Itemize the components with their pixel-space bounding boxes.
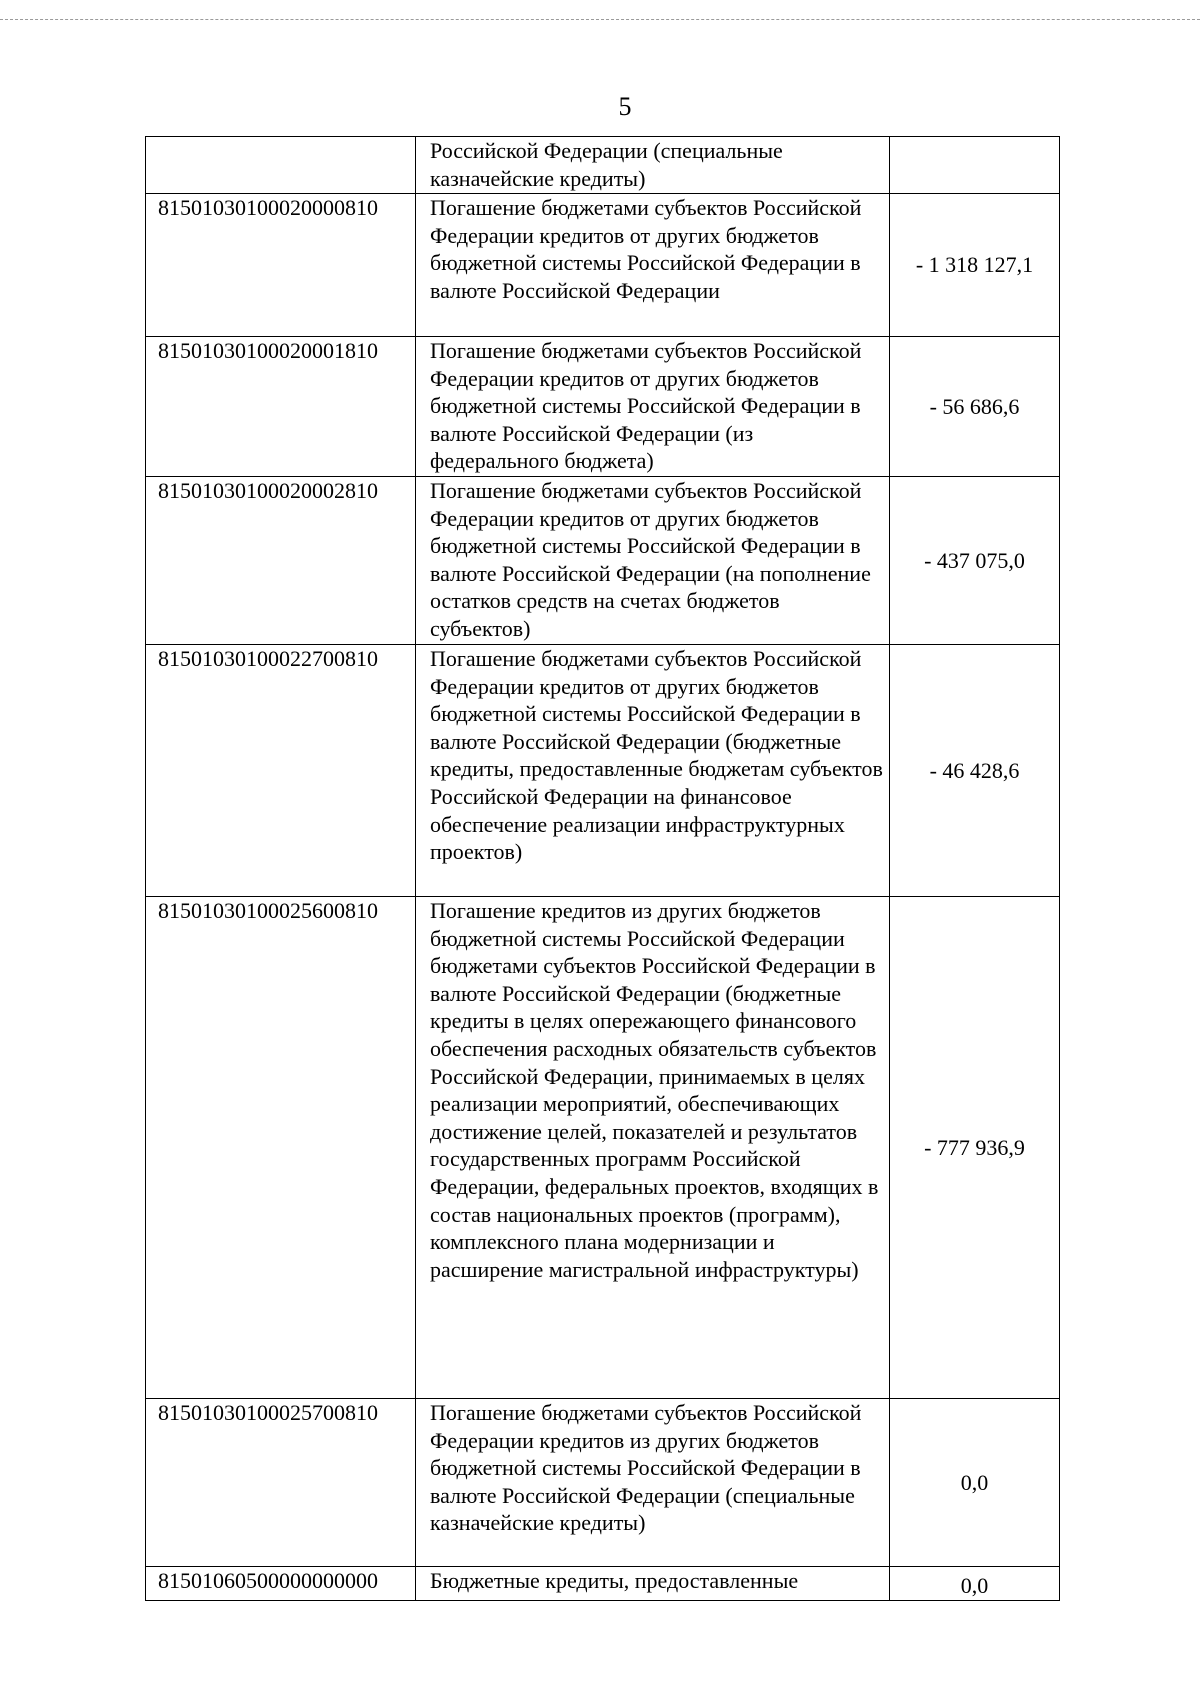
budget-code: 81501030100025700810 (146, 1399, 416, 1567)
budget-item-name: Погашение бюджетами субъектов Российской Федерации кредитов от других бюджетов бюджетной системы Российской Федерации в валюте Российской Федерации (416, 194, 890, 337)
budget-amount: - 1 318 127,1 (890, 194, 1060, 337)
budget-item-name: Погашение бюджетами субъектов Российской Федерации кредитов из других бюджетов бюджетной системы Российской Федерации в валюте Российской Федерации (специальные казначейские кредиты) (416, 1399, 890, 1567)
budget-item-name: Погашение бюджетами субъектов Российской Федерации кредитов от других бюджетов бюджетной системы Российской Федерации в валюте Российской Федерации (из федерального бюджета) (416, 337, 890, 477)
budget-code: 81501030100020000810 (146, 194, 416, 337)
page-number: 5 (618, 92, 632, 121)
budget-item-name: Погашение бюджетами субъектов Российской Федерации кредитов от других бюджетов бюджетной системы Российской Федерации в валюте Российской Федерации (бюджетные кредиты, предоставленные бюджетам субъектов Российской Федерации на финансовое обеспечение реализации инфраструктурных проектов) (416, 645, 890, 897)
table-row (146, 337, 1060, 477)
budget-amount (890, 137, 1060, 194)
budget-sources-table (145, 136, 1060, 1601)
table-row (146, 645, 1060, 897)
table-row (146, 1399, 1060, 1567)
table-row (146, 897, 1060, 1399)
budget-amount: - 437 075,0 (890, 477, 1060, 645)
budget-item-name: Погашение бюджетами субъектов Российской Федерации кредитов от других бюджетов бюджетной системы Российской Федерации в валюте Российской Федерации (на пополнение остатков средств на счетах бюджетов субъектов) (416, 477, 890, 645)
budget-amount: 0,0 (890, 1399, 1060, 1567)
budget-amount: - 777 936,9 (890, 897, 1060, 1399)
budget-amount: - 46 428,6 (890, 645, 1060, 897)
table-row (146, 194, 1060, 337)
scan-edge-line (0, 19, 1200, 20)
budget-amount: 0,0 (890, 1567, 1060, 1601)
budget-amount: - 56 686,6 (890, 337, 1060, 477)
table-row (146, 137, 1060, 194)
budget-code: 81501030100020002810 (146, 477, 416, 645)
budget-code: 81501030100020001810 (146, 337, 416, 477)
budget-code: 81501060500000000000 (146, 1567, 416, 1601)
budget-code: 81501030100025600810 (146, 897, 416, 1399)
budget-item-name: Погашение кредитов из других бюджетов бюджетной системы Российской Федерации бюджетами субъектов Российской Федерации в валюте Российской Федерации (бюджетные кредиты в целях опережающего финансового обеспечения расходных обязательств субъектов Российской Федерации, принимаемых в целях реализации мероприятий, обеспечивающих достижение целей, показателей и результатов государственных программ Российской Федерации, федеральных проектов, входящих в состав национальных проектов (программ), комплексного плана модернизации и расширение магистральной инфраструктуры) (416, 897, 890, 1399)
budget-item-name: Бюджетные кредиты, предоставленные (416, 1567, 890, 1601)
table-row (146, 1567, 1060, 1601)
budget-item-name: Российской Федерации (специальные казначейские кредиты) (416, 137, 890, 194)
table-row (146, 477, 1060, 645)
budget-code (146, 137, 416, 194)
budget-code: 81501030100022700810 (146, 645, 416, 897)
